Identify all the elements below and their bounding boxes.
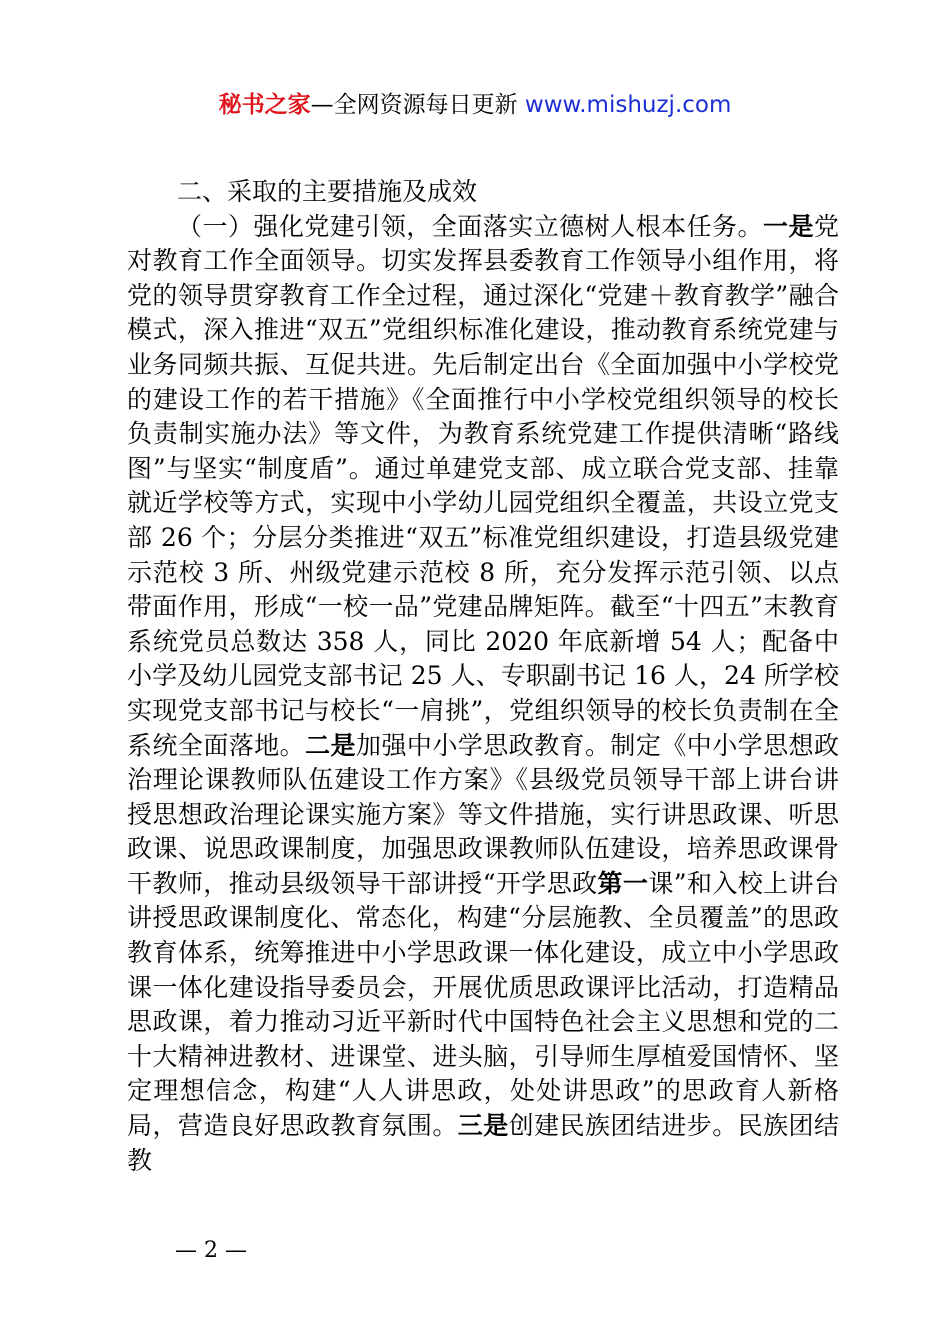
- header-tagline: —全网资源每日更新: [310, 92, 518, 118]
- body-paragraph: [127, 210, 839, 1179]
- site-header: [0, 88, 950, 122]
- point-text-1: 党对教育工作全面领导。切实发挥县委教育工作领导小组作用，将党的领导贯穿教育工作全过程，通过深化“党建＋教育教学”融合模式，深入推进“双五”党组织标准化建设，推动教育系统党建与业务同频共振、互促共进。先后制定出台《全面加强中小学校党的建设工作的若干措施》《全面推行中小学校党组织领导的校长负责制实施办法》等文件，为教育系统党建工作提供清晰“路线图”与坚实“制度盾”。通过单建党支部、成立联合党支部、挂靠就近学校等方式，实现中小学幼儿园党组织全覆盖，共设立党支部 26 个；分层分类推进“双五”标准党组织建设，打造县级党建示范校 3 所、州级党建示范校 8 所，充分发挥示范引领、以点带面作用，形成“一校一品”党建品牌矩阵。截至“十四五”末教育系统党员总数达 358 人，同比 2020 年底新增 54 人；配备中小学及幼儿园党支部书记 25 人、专职副书记 16 人，24 所学校实现党支部书记与校长“一肩挑”，党组织领导的校长负责制在全系统全面落地。: [127, 211, 839, 760]
- section-heading: 二、采取的主要措施及成效: [177, 177, 478, 206]
- header-brand: 秘书之家: [218, 92, 311, 118]
- header-url-link[interactable]: www.mishuzj.com: [524, 92, 732, 118]
- point-marker-2: 二是: [305, 730, 356, 760]
- page-number: — 2 —: [175, 1238, 247, 1263]
- subsection-lead: （一）强化党建引领，全面落实立德树人根本任务。: [177, 211, 763, 241]
- inline-bold-text: 第一: [597, 868, 649, 898]
- document-body: [127, 175, 839, 1178]
- point-text-2b: 课”和入校上讲台讲授思政课制度化、常态化，构建“分层施教、全员覆盖”的思政教育体系，统筹推进中小学思政课一体化建设，成立中小学思政课一体化建设指导委员会，开展优质思政课评比活动，打造精品思政课，着力推动习近平新时代中国特色社会主义思想和党的二十大精神进教材、进课堂、进头脑，引导师生厚植爱国情怀、坚定理想信念，构建“人人讲思政，处处讲思政”的思政育人新格局，营造良好思政教育氛围。: [127, 868, 839, 1141]
- point-marker-1: 一是: [763, 211, 814, 241]
- point-text-3: 创建民族团结进步。民族团结教: [127, 1111, 839, 1175]
- point-marker-3: 三是: [457, 1111, 509, 1141]
- point-text-2a: 加强中小学思政教育。制定《中小学思想政治理论课教师队伍建设工作方案》《县级党员领导干部上讲台讲授思想政治理论课实施方案》等文件措施，实行讲思政课、听思政课、说思政课制度，加强思政课教师队伍建设，培养思政课骨干教师，推动县级领导干部讲授“开学思政: [127, 730, 839, 898]
